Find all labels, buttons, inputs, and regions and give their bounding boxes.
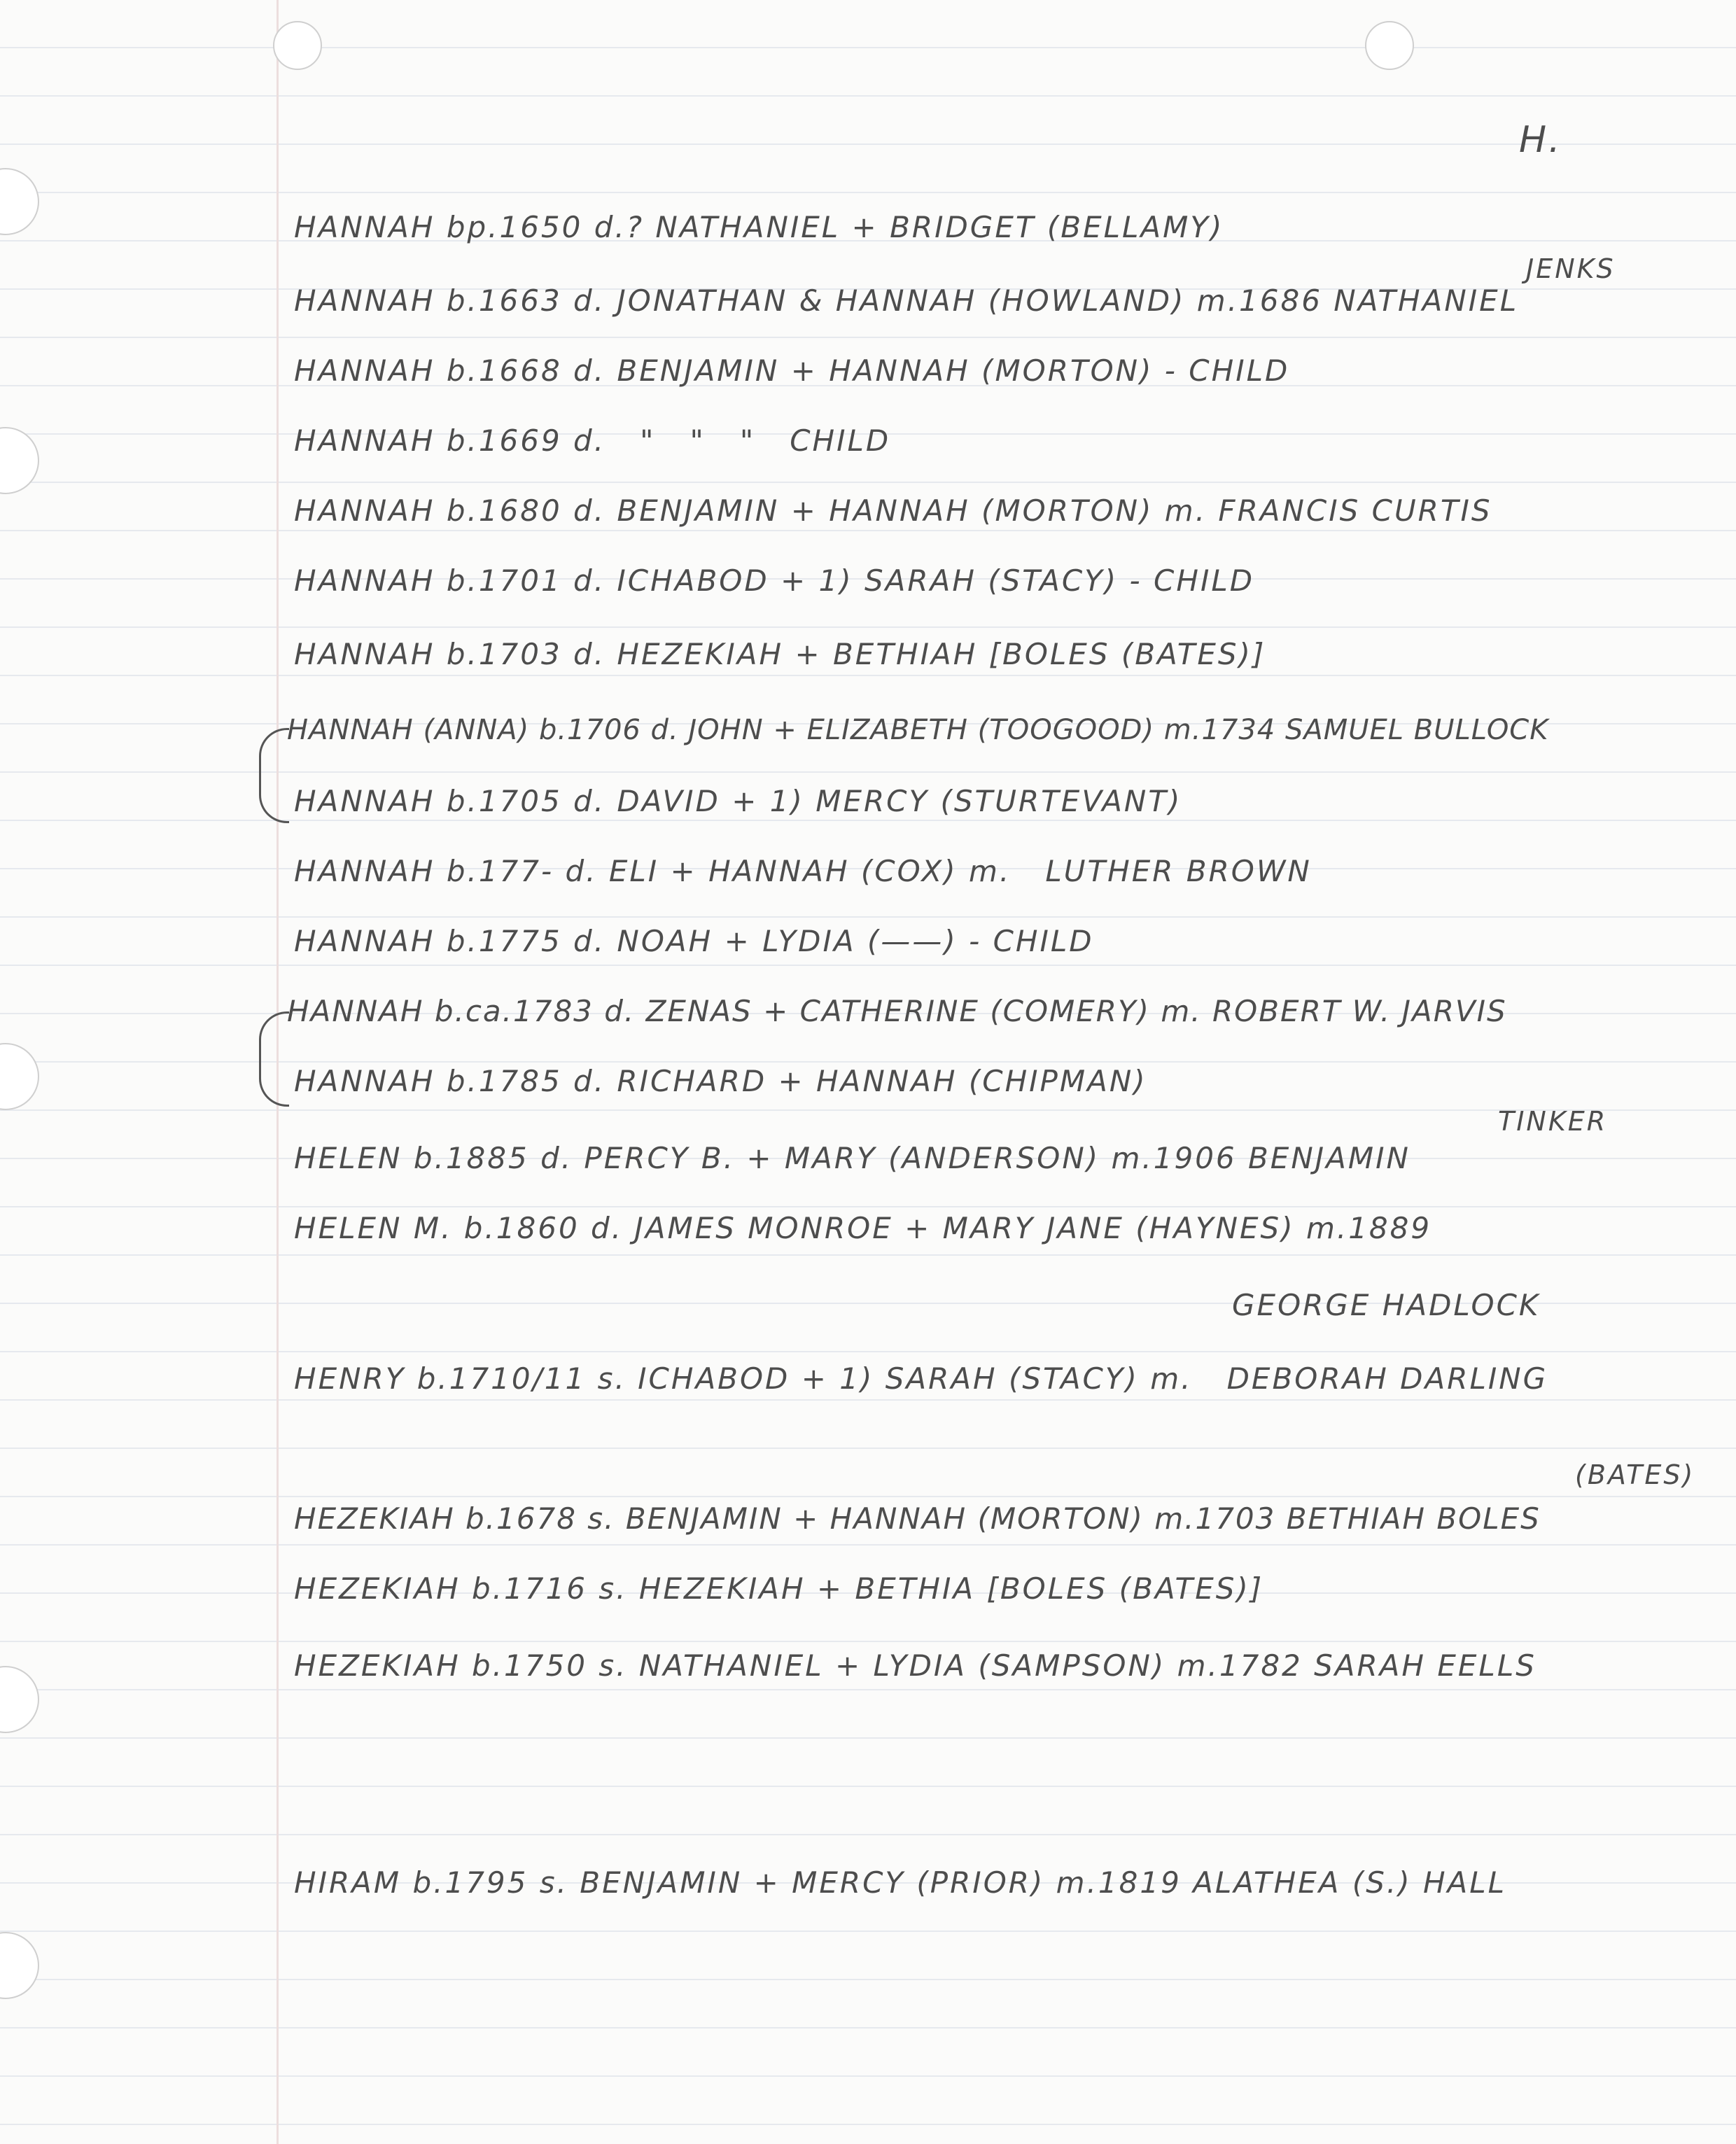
page-letter: H. — [1519, 119, 1562, 161]
entry-line: HANNAH b.1703 d. HEZEKIAH + BETHIAH [BOLES (BATES)] — [294, 637, 1266, 671]
entry-line: HANNAH bp.1650 d.? NATHANIEL + BRIDGET (BELLAMY) — [294, 210, 1224, 244]
entry-line: HEZEKIAH b.1716 s. HEZEKIAH + BETHIA [BOLES (BATES)] — [294, 1571, 1264, 1606]
binder-hole — [0, 427, 39, 494]
entry-note: TINKER — [1498, 1106, 1608, 1137]
entry-line: HELEN b.1885 d. PERCY B. + MARY (ANDERSON) m.1906 BENJAMIN — [294, 1141, 1410, 1175]
entry-line: HANNAH b.ca.1783 d. ZENAS + CATHERINE (COMERY) m. ROBERT W. JARVIS — [287, 994, 1507, 1028]
binder-hole — [0, 1932, 39, 1999]
entry-note: JENKS — [1526, 253, 1616, 284]
entry-line: HANNAH b.1785 d. RICHARD + HANNAH (CHIPMAN) — [294, 1064, 1147, 1098]
reorder-arrow — [259, 728, 289, 823]
entry-line: HANNAH b.1705 d. DAVID + 1) MERCY (STURTEVANT) — [294, 784, 1182, 818]
entry-line: HELEN M. b.1860 d. JAMES MONROE + MARY JANE (HAYNES) m.1889 — [294, 1211, 1432, 1245]
binder-hole — [273, 21, 322, 70]
binder-hole — [0, 168, 39, 235]
entry-line: HIRAM b.1795 s. BENJAMIN + MERCY (PRIOR) m.1819 ALATHEA (S.) HALL — [294, 1865, 1507, 1900]
entry-line: HANNAH b.1701 d. ICHABOD + 1) SARAH (STACY) - CHILD — [294, 563, 1255, 598]
entry-line: HANNAH (ANNA) b.1706 d. JOHN + ELIZABETH (TOOGOOD) m.1734 SAMUEL BULLOCK — [287, 714, 1549, 746]
entry-line: HANNAH b.1669 d. " " " CHILD — [294, 423, 891, 458]
entry-line: HEZEKIAH b.1750 s. NATHANIEL + LYDIA (SAMPSON) m.1782 SARAH EELLS — [294, 1648, 1536, 1683]
entry-line: HANNAH b.1663 d. JONATHAN & HANNAH (HOWLAND) m.1686 NATHANIEL — [294, 283, 1519, 318]
binder-hole — [0, 1666, 39, 1733]
entry-line: HEZEKIAH b.1678 s. BENJAMIN + HANNAH (MORTON) m.1703 BETHIAH BOLES — [294, 1501, 1541, 1536]
binder-hole — [0, 1043, 39, 1110]
entry-note: (BATES) — [1575, 1459, 1695, 1490]
entry-line: HANNAH b.177- d. ELI + HANNAH (COX) m. LUTHER BROWN — [294, 854, 1312, 888]
entry-line: HANNAH b.1668 d. BENJAMIN + HANNAH (MORTON) - CHILD — [294, 353, 1290, 388]
binder-hole — [1365, 21, 1414, 70]
entry-line: GEORGE HADLOCK — [1232, 1288, 1541, 1322]
entry-line: HANNAH b.1775 d. NOAH + LYDIA (——) - CHILD — [294, 924, 1094, 958]
entry-line: HENRY b.1710/11 s. ICHABOD + 1) SARAH (STACY) m. DEBORAH DARLING — [294, 1361, 1548, 1396]
reorder-arrow — [259, 1011, 289, 1107]
entry-line: HANNAH b.1680 d. BENJAMIN + HANNAH (MORTON) m. FRANCIS CURTIS — [294, 493, 1492, 528]
